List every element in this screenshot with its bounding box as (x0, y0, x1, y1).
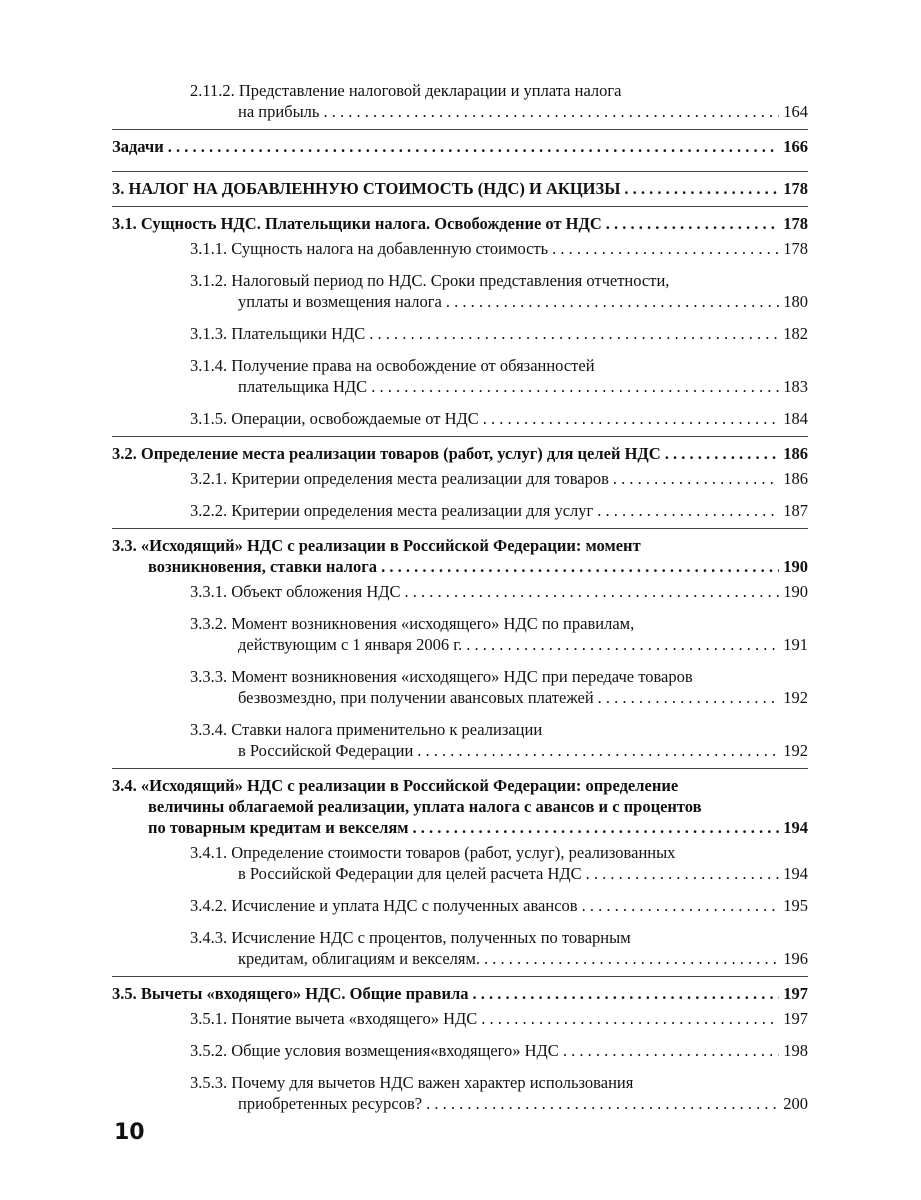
leader-dots (371, 376, 779, 397)
toc-page-number: 187 (783, 501, 808, 520)
toc-entry-title-cont: возникновения, ставки налога (148, 557, 378, 576)
toc-page-number: 198 (783, 1041, 808, 1060)
table-of-contents (112, 80, 808, 1114)
leader-dots (481, 1008, 779, 1029)
toc-entry-title: 3.5.3. Почему для вычетов НДС важен характер использования (190, 1073, 634, 1092)
toc-entry (112, 1008, 808, 1029)
toc-entry (112, 775, 808, 838)
toc-entry (112, 1072, 808, 1114)
toc-page-number: 182 (783, 324, 808, 343)
toc-entry (112, 408, 808, 429)
leader-dots (563, 1040, 779, 1061)
toc-entry-title: 3.4.1. Определение стоимости товаров (работ, услуг), реализованных (190, 843, 676, 862)
toc-page-number: 164 (783, 102, 808, 121)
divider (112, 206, 808, 207)
toc-page-number: 196 (783, 949, 808, 968)
page-number: 10 (114, 1120, 145, 1145)
leader-dots (466, 634, 779, 655)
leader-dots (413, 817, 780, 838)
toc-entry (112, 238, 808, 259)
toc-entry-title-cont: по товарным кредитам и векселям (148, 818, 409, 837)
toc-page-number: 197 (783, 984, 808, 1003)
leader-dots (586, 863, 780, 884)
divider (112, 129, 808, 130)
toc-page-number: 195 (783, 896, 808, 915)
toc-page-number: 194 (783, 864, 808, 883)
toc-page-number: 186 (783, 444, 808, 463)
toc-entry (112, 613, 808, 655)
toc-entry-title: 3.4.3. Исчисление НДС с процентов, полученных по товарным (190, 928, 631, 947)
toc-entry-title-cont: безвозмездно, при получении авансовых платежей (238, 688, 594, 707)
toc-page-number: 184 (783, 409, 808, 428)
toc-entry-title: 3.1.4. Получение права на освобождение от обязанностей (190, 356, 595, 375)
toc-entry-title: 3.5.1. Понятие вычета «входящего» НДС (190, 1009, 478, 1028)
toc-page-number: 186 (783, 469, 808, 488)
toc-entry (112, 842, 808, 884)
toc-page-number: 192 (783, 741, 808, 760)
toc-entry-title-cont: плательщика НДС (238, 377, 368, 396)
toc-page-number: 197 (783, 1009, 808, 1028)
divider (112, 171, 808, 172)
toc-entry (112, 719, 808, 761)
toc-entry-title-cont: приобретенных ресурсов? (238, 1094, 423, 1113)
divider (112, 976, 808, 977)
divider (112, 528, 808, 529)
toc-entry-title-cont: величины облагаемой реализации, уплата налога с авансов и с процентов (148, 797, 702, 816)
leader-dots (665, 443, 780, 464)
leader-dots (446, 291, 779, 312)
toc-entry-title: Задачи (112, 137, 164, 156)
toc-entry-title: 3.5.2. Общие условия возмещения«входящего» НДС (190, 1041, 559, 1060)
toc-page-number: 194 (783, 818, 808, 837)
toc-page-number: 190 (783, 582, 808, 601)
toc-entry-title-cont: действующим с 1 января 2006 г. (238, 635, 463, 654)
toc-page-number: 192 (783, 688, 808, 707)
toc-entry-title-cont: кредитам, облигациям и векселям. (238, 949, 481, 968)
toc-entry-title: 3.4.2. Исчисление и уплата НДС с полученных авансов (190, 896, 578, 915)
toc-page-number: 190 (783, 557, 808, 576)
toc-entry-title: 3.2. Определение места реализации товаров (работ, услуг) для целей НДС (112, 444, 661, 463)
toc-entry-title: 3.4. «Исходящий» НДС с реализации в Российской Федерации: определение (112, 776, 679, 795)
toc-entry (112, 535, 808, 577)
leader-dots (597, 500, 779, 521)
toc-entry-title: 3.1.5. Операции, освобождаемые от НДС (190, 409, 479, 428)
toc-entry-title: 3.2.2. Критерии определения места реализации для услуг (190, 501, 594, 520)
toc-entry (112, 178, 808, 199)
divider (112, 768, 808, 769)
toc-entry-title: 2.11.2. Представление налоговой декларации и уплата налога (190, 81, 622, 100)
toc-entry-title: 3.3.4. Ставки налога применительно к реализации (190, 720, 543, 739)
toc-entry-title: 3. НАЛОГ НА ДОБАВЛЕННУЮ СТОИМОСТЬ (НДС) И АКЦИЗЫ (112, 179, 621, 198)
toc-page-number: 166 (783, 137, 808, 156)
leader-dots (552, 238, 779, 259)
toc-entry (112, 355, 808, 397)
toc-entry (112, 136, 808, 157)
toc-entry-title: 3.2.1. Критерии определения места реализации для товаров (190, 469, 609, 488)
toc-entry (112, 323, 808, 344)
leader-dots (168, 136, 780, 157)
toc-page-number: 178 (783, 214, 808, 233)
toc-entry (112, 443, 808, 464)
toc-entry-title-cont: в Российской Федерации для целей расчета НДС (238, 864, 582, 883)
toc-entry-title-cont: уплаты и возмещения налога (238, 292, 442, 311)
toc-entry (112, 468, 808, 489)
leader-dots (381, 556, 779, 577)
toc-page-number: 180 (783, 292, 808, 311)
toc-entry (112, 270, 808, 312)
toc-entry-title: 3.1. Сущность НДС. Плательщики налога. Освобождение от НДС (112, 214, 602, 233)
leader-dots (624, 178, 779, 199)
toc-page-number: 178 (783, 239, 808, 258)
toc-page-number: 183 (783, 377, 808, 396)
toc-page-number: 178 (783, 179, 808, 198)
leader-dots (417, 740, 779, 761)
leader-dots (598, 687, 780, 708)
toc-entry (112, 80, 808, 122)
leader-dots (426, 1093, 779, 1114)
leader-dots (369, 323, 779, 344)
toc-entry-title: 3.3.3. Момент возникновения «исходящего» НДС при передаче товаров (190, 667, 693, 686)
toc-entry-title-cont: в Российской Федерации (238, 741, 414, 760)
toc-entry-title-cont: на прибыль (238, 102, 320, 121)
toc-page-number: 191 (783, 635, 808, 654)
leader-dots (323, 101, 779, 122)
leader-dots (613, 468, 779, 489)
leader-dots (472, 983, 779, 1004)
toc-entry (112, 213, 808, 234)
leader-dots (582, 895, 780, 916)
toc-entry (112, 666, 808, 708)
toc-entry (112, 927, 808, 969)
toc-entry (112, 895, 808, 916)
leader-dots (606, 213, 779, 234)
toc-entry (112, 581, 808, 602)
leader-dots (483, 408, 780, 429)
leader-dots (405, 581, 780, 602)
divider (112, 436, 808, 437)
toc-entry-title: 3.1.2. Налоговый период по НДС. Сроки представления отчетности, (190, 271, 670, 290)
toc-entry-title: 3.3. «Исходящий» НДС с реализации в Российской Федерации: момент (112, 536, 641, 555)
toc-entry-title: 3.3.2. Момент возникновения «исходящего» НДС по правилам, (190, 614, 635, 633)
toc-entry-title: 3.3.1. Объект обложения НДС (190, 582, 401, 601)
toc-entry (112, 1040, 808, 1061)
toc-page-number: 200 (783, 1094, 808, 1113)
toc-entry-title: 3.1.3. Плательщики НДС (190, 324, 366, 343)
toc-entry (112, 500, 808, 521)
leader-dots (484, 948, 779, 969)
toc-entry-title: 3.5. Вычеты «входящего» НДС. Общие правила (112, 984, 469, 1003)
toc-entry-title: 3.1.1. Сущность налога на добавленную стоимость (190, 239, 549, 258)
toc-entry (112, 983, 808, 1004)
